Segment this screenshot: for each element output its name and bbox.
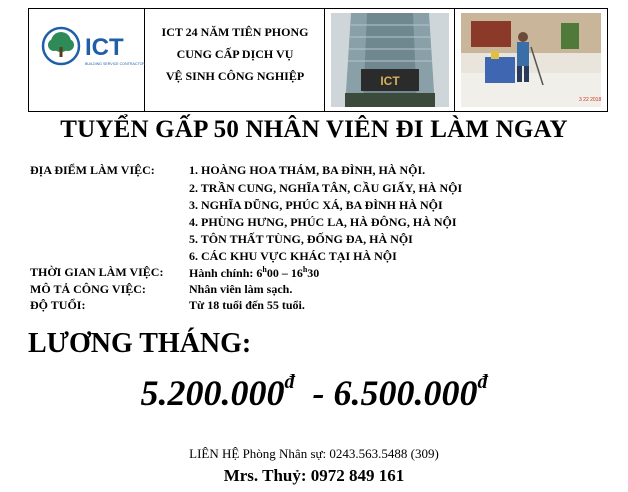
- salary-range: [0, 372, 628, 414]
- photo-timestamp: 3 22 2018: [579, 97, 602, 103]
- time-prefix: Hành chính: 6: [189, 266, 263, 280]
- building-photo-cell: [325, 9, 455, 111]
- salary-max: 6.500.000: [333, 373, 478, 413]
- location-3: 3. NGHĨA DŨNG, PHÚC XÁ, BA ĐÌNH HÀ NỘI: [189, 198, 443, 212]
- header-table: [28, 8, 608, 112]
- logo-cell: [29, 9, 145, 111]
- contact-person: Mrs. Thuỷ: 0972 849 161: [223, 466, 405, 485]
- building-sign: ICT: [380, 74, 400, 88]
- time-mid: 00 – 16: [266, 266, 303, 280]
- time-h1: h: [262, 265, 267, 274]
- slogan-cell: [145, 9, 325, 111]
- job-value: Nhân viên làm sạch.: [189, 282, 293, 296]
- location-label: ĐỊA ĐIỂM LÀM VIỆC:: [30, 163, 155, 177]
- ict-logo: [41, 25, 145, 71]
- time-end: 30: [307, 266, 320, 280]
- currency-2: đ: [477, 371, 488, 393]
- logo-text: ICT: [85, 34, 124, 61]
- salary-separator: -: [312, 373, 325, 413]
- slogan: [145, 21, 325, 87]
- currency-1: đ: [284, 371, 295, 393]
- logo-subtext: BUILDING SERVICE CONTRACTOR: [85, 62, 145, 66]
- location-4: 4. PHÙNG HƯNG, PHÚC LA, HÀ ĐÔNG, HÀ NỘI: [189, 215, 457, 229]
- cleaning-photo-cell: [455, 9, 607, 111]
- age-label: ĐỘ TUỔI:: [30, 298, 86, 312]
- slogan-line-1: ICT 24 NĂM TIÊN PHONG: [161, 25, 309, 39]
- slogan-line-2: CUNG CẤP DỊCH VỤ: [176, 47, 294, 61]
- salary-min: 5.200.000: [140, 373, 285, 413]
- slogan-line-3: VỆ SINH CÔNG NGHIỆP: [165, 69, 305, 83]
- location-5: 5. TÔN THẤT TÙNG, ĐỐNG ĐA, HÀ NỘI: [189, 232, 413, 246]
- age-value: Từ 18 tuổi đến 55 tuổi.: [189, 298, 305, 312]
- location-1: 1. HOÀNG HOA THÁM, BA ĐÌNH, HÀ NỘI.: [189, 163, 426, 177]
- location-2: 2. TRẦN CUNG, NGHĨA TÂN, CẦU GIẤY, HÀ NỘI: [189, 181, 463, 195]
- location-6: 6. CÁC KHU VỰC KHÁC TẠI HÀ NỘI: [189, 249, 397, 263]
- headline: TUYỂN GẤP 50 NHÂN VIÊN ĐI LÀM NGAY: [60, 116, 568, 143]
- cleaning-photo: [461, 13, 601, 107]
- time-label: THỜI GIAN LÀM VIỆC:: [30, 265, 164, 279]
- time-value: [189, 265, 319, 281]
- building-photo: [331, 13, 448, 107]
- salary-title: LƯƠNG THÁNG:: [28, 328, 252, 359]
- contact-line: LIÊN HỆ Phòng Nhân sự: 0243.563.5488 (309): [189, 446, 439, 461]
- time-h2: h: [302, 265, 308, 274]
- job-label: MÔ TẢ CÔNG VIỆC:: [30, 282, 146, 296]
